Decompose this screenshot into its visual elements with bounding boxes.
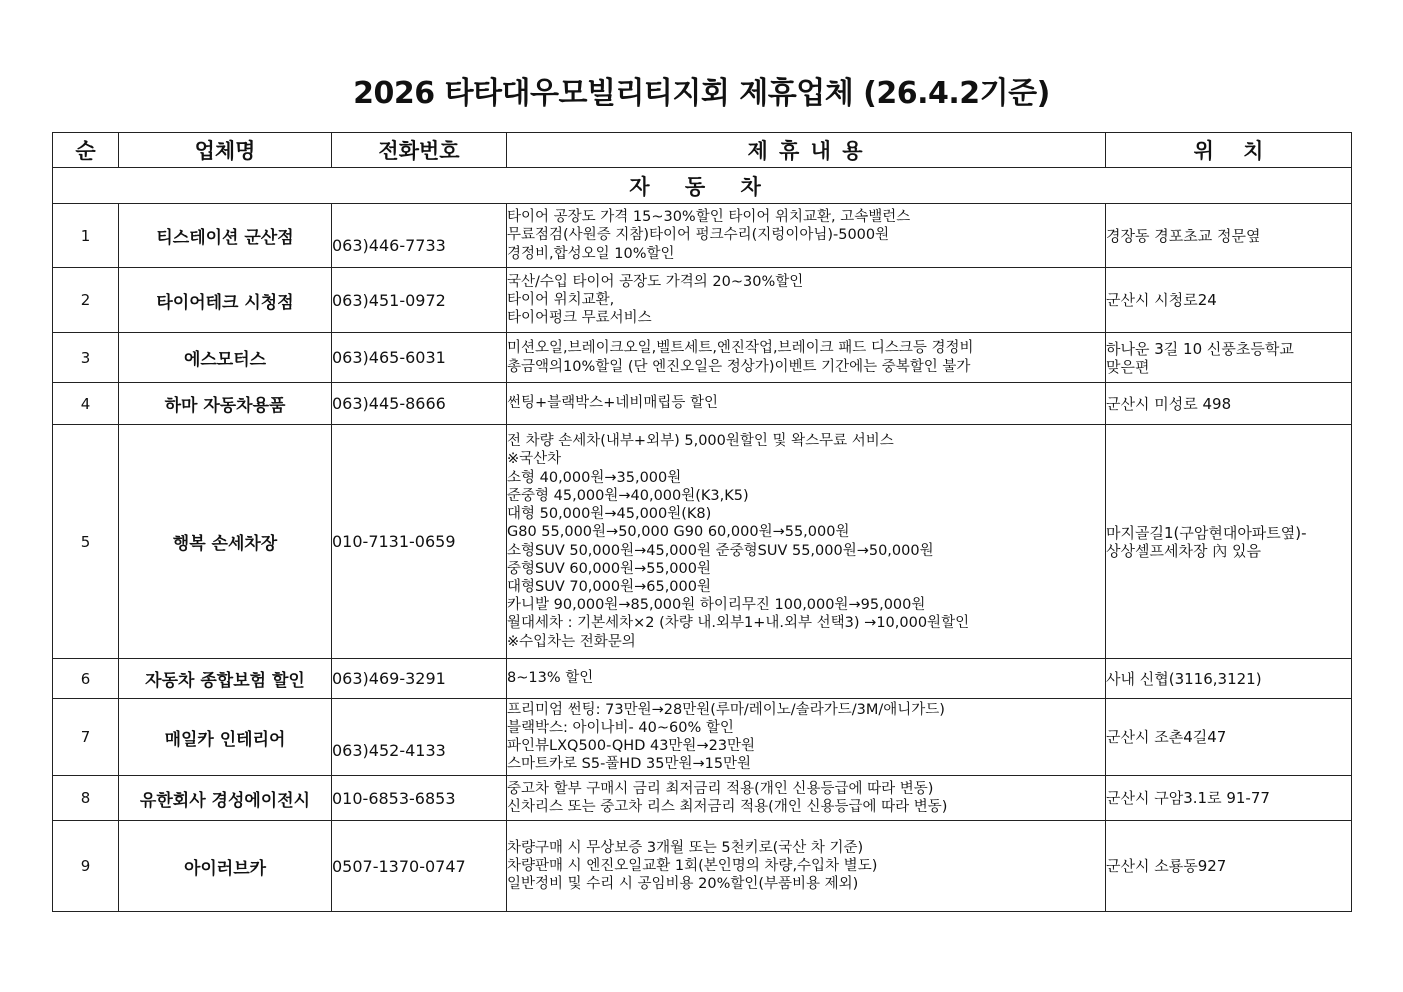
location: 경장동 경포초교 정문옆 (1106, 204, 1352, 268)
header-row (53, 133, 1352, 168)
phone-number: 063)446-7733 (332, 204, 507, 268)
table-row (53, 699, 1352, 776)
company-name: 매일카 인테리어 (119, 699, 332, 776)
row-num: 3 (53, 333, 119, 383)
table-row (53, 383, 1352, 425)
page-title: 2026 타타대우모빌리티지회 제휴업체 (26.4.2기준) (353, 76, 1050, 111)
company-name: 하마 자동차용품 (119, 383, 332, 425)
company-name: 타이어테크 시청점 (119, 268, 332, 333)
header-desc: 제 휴 내 용 (507, 133, 1106, 168)
company-name: 유한회사 경성에이전시 (119, 776, 332, 821)
row-num: 6 (53, 659, 119, 699)
row-num: 8 (53, 776, 119, 821)
location: 하나운 3길 10 신풍초등학교 맞은편 (1106, 333, 1352, 383)
location: 군산시 미성로 498 (1106, 383, 1352, 425)
header-num: 순 (53, 133, 119, 168)
section-title: 자 동 차 (53, 168, 1352, 204)
location: 사내 신협(3116,3121) (1106, 659, 1352, 699)
table-row (53, 776, 1352, 821)
table-row (53, 268, 1352, 333)
table-row (53, 204, 1352, 268)
partnership-details: 프리미엄 썬팅: 73만원→28만원(루마/레이노/솔라가드/3M/애니가드) 블랙박스: 아이나비- 40~60% 할인 파인뷰LXQ500-QHD 43만원→23만원 스마트카로 S5-풀HD 35만원→15만원 (507, 699, 1106, 776)
table-row (53, 425, 1352, 659)
location: 군산시 구암3.1로 91-77 (1106, 776, 1352, 821)
phone-number: 010-6853-6853 (332, 776, 507, 821)
company-name: 자동차 종합보험 할인 (119, 659, 332, 699)
location: 군산시 소룡동927 (1106, 821, 1352, 912)
partnership-details: 전 차량 손세차(내부+외부) 5,000원할인 및 왁스무료 서비스 ※국산차 소형 40,000원→35,000원 준중형 45,000원→40,000원(K3,K5) 대형 50,000원→45,000원(K8) G80 55,000원→50,000 G90 60,000원→55,000원 소형SUV 50,000원→45,000원 준중형SUV 55,000원→50,000원 중형SUV 60,000원→55,000원 대형SUV 70,000원→65,000원 카니발 90,000원→85,000원 하이리무진 100,000원→95,000원 월대세차 : 기본세차×2 (차량 내.외부1+내.외부 선택3) →10,000원할인 ※수입차는 전화문의 (507, 425, 1106, 659)
table-row (53, 659, 1352, 699)
row-num: 5 (53, 425, 119, 659)
phone-number: 063)465-6031 (332, 333, 507, 383)
partnership-details: 국산/수입 타이어 공장도 가격의 20~30%할인 타이어 위치교환, 타이어펑크 무료서비스 (507, 268, 1106, 333)
phone-number: 063)451-0972 (332, 268, 507, 333)
company-name: 티스테이션 군산점 (119, 204, 332, 268)
partnership-details: 8~13% 할인 (507, 659, 1106, 699)
company-name: 행복 손세차장 (119, 425, 332, 659)
row-num: 9 (53, 821, 119, 912)
phone-number: 0507-1370-0747 (332, 821, 507, 912)
table-row (53, 821, 1352, 912)
partnership-details: 미션오일,브레이크오일,벨트세트,엔진작업,브레이크 패드 디스크등 경정비 총금액의10%할일 (단 엔진오일은 정상가)이벤트 기간에는 중복할인 불가 (507, 333, 1106, 383)
header-loc: 위 치 (1106, 133, 1352, 168)
company-name: 아이러브카 (119, 821, 332, 912)
table-row (53, 333, 1352, 383)
phone-number: 010-7131-0659 (332, 425, 507, 659)
partner-table (52, 132, 1352, 912)
section-row (53, 168, 1352, 204)
row-num: 1 (53, 204, 119, 268)
location: 마지골길1(구암현대아파트옆)- 상상셀프세차장 內 있음 (1106, 425, 1352, 659)
header-phone: 전화번호 (332, 133, 507, 168)
row-num: 2 (53, 268, 119, 333)
phone-number: 063)469-3291 (332, 659, 507, 699)
location: 군산시 조촌4길47 (1106, 699, 1352, 776)
phone-number: 063)452-4133 (332, 699, 507, 776)
header-name: 업체명 (119, 133, 332, 168)
partnership-details: 썬팅+블랙박스+네비매립등 할인 (507, 383, 1106, 425)
partnership-details: 타이어 공장도 가격 15~30%할인 타이어 위치교환, 고속밸런스 무료점검(사원증 지참)타이어 펑크수리(지렁이아님)-5000원 경정비,합성오일 10%할인 (507, 204, 1106, 268)
location: 군산시 시청로24 (1106, 268, 1352, 333)
company-name: 에스모터스 (119, 333, 332, 383)
partnership-details: 중고차 할부 구매시 금리 최저금리 적용(개인 신용등급에 따라 변동) 신차리스 또는 중고차 리스 최저금리 적용(개인 신용등급에 따라 변동) (507, 776, 1106, 821)
row-num: 4 (53, 383, 119, 425)
phone-number: 063)445-8666 (332, 383, 507, 425)
partnership-details: 차량구매 시 무상보증 3개월 또는 5천키로(국산 차 기준) 차량판매 시 엔진오일교환 1회(본인명의 차량,수입차 별도) 일반정비 및 수리 시 공임비용 20%할인(부품비용 제외) (507, 821, 1106, 912)
row-num: 7 (53, 699, 119, 776)
